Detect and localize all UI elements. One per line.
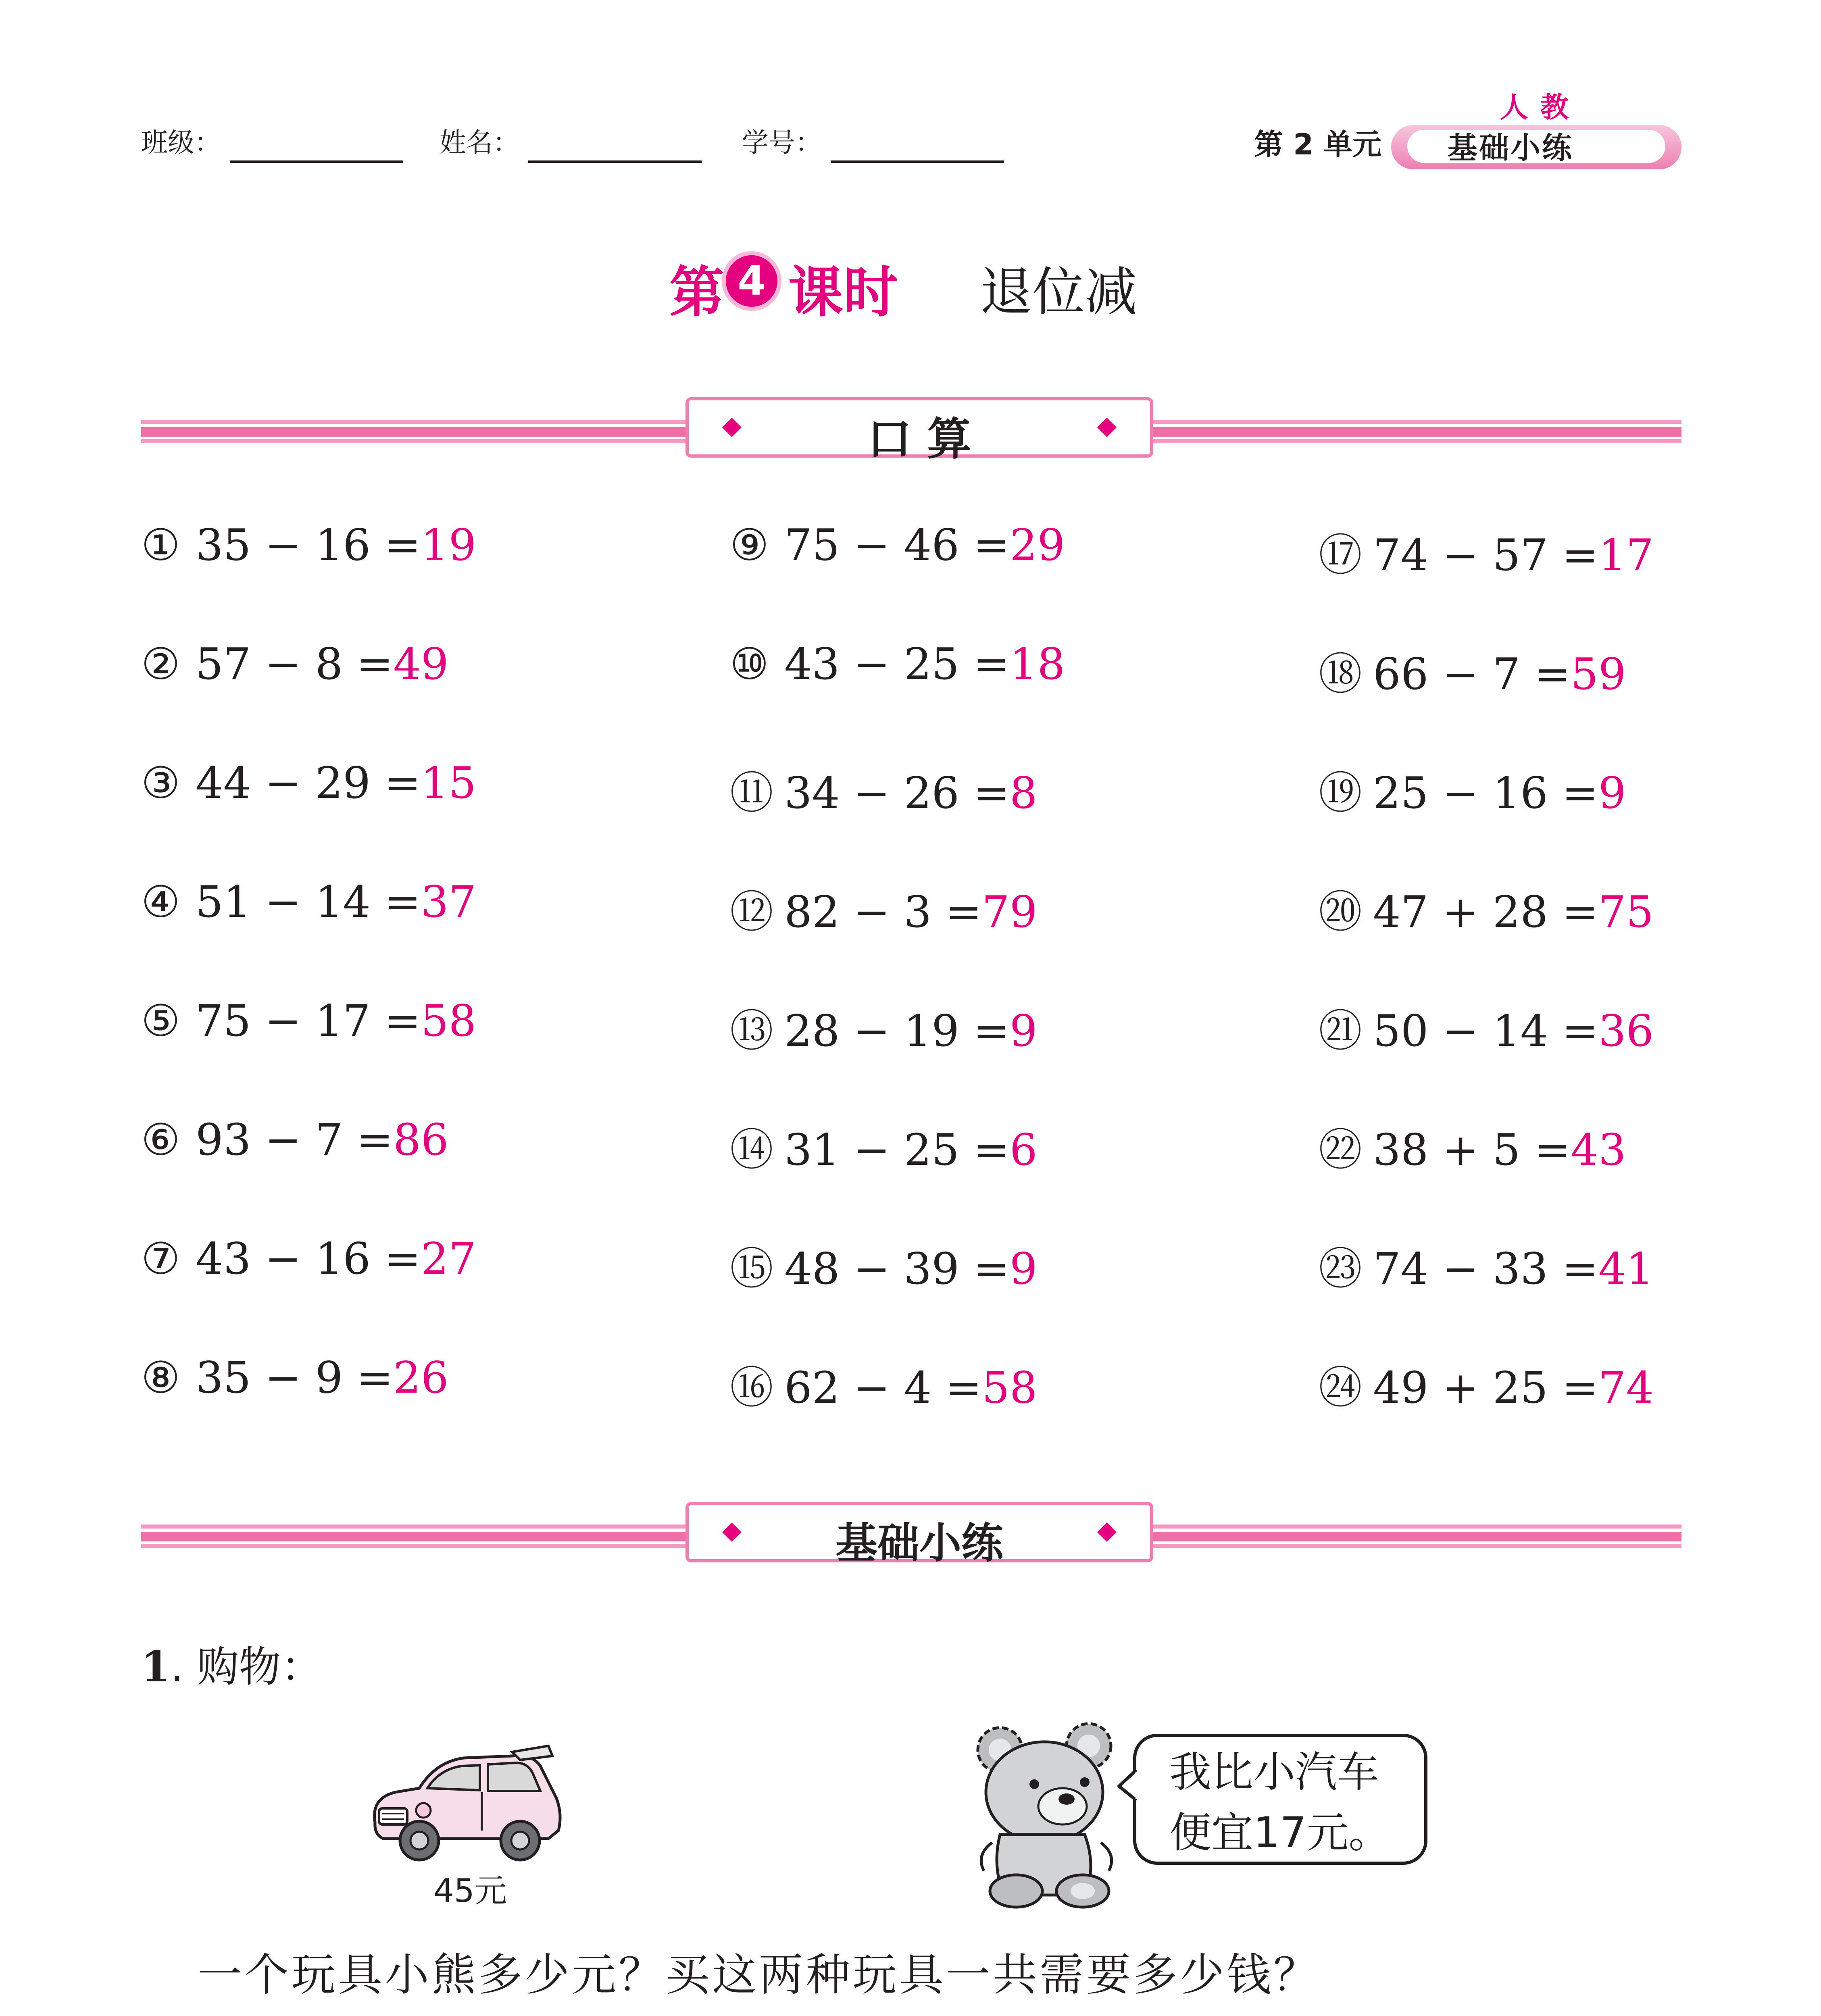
oral-answer: 18: [1009, 639, 1065, 689]
oral-item: ⑰ 74 − 57 =17: [1319, 530, 1654, 581]
oral-item: ⑪ 34 − 26 =8: [730, 768, 1038, 818]
number-label: 学号：: [742, 127, 822, 158]
lesson-prefix: 第: [669, 261, 724, 325]
oral-item: ⑭ 31 − 25 =6: [730, 1125, 1038, 1175]
oral-item: ⑮ 48 − 39 =9: [730, 1244, 1038, 1294]
oral-answer: 58: [982, 1363, 1038, 1413]
lesson-suffix: 课时: [788, 261, 898, 325]
oral-item: ④ 51 − 14 =37: [141, 877, 477, 927]
oral-item: ⑲ 25 − 16 =9: [1319, 768, 1626, 818]
oral-item: ⑤ 75 − 17 =58: [141, 996, 477, 1046]
oral-answer: 79: [982, 887, 1038, 937]
number-field[interactable]: [831, 160, 1004, 163]
oral-answer: 58: [421, 996, 477, 1046]
oral-item: ⑳ 47 + 28 =75: [1319, 887, 1654, 937]
oral-answer: 6: [1009, 1125, 1038, 1175]
oral-item: ⑧ 35 − 9 =26: [141, 1353, 449, 1403]
speech-bubble-tail: [1117, 1768, 1141, 1804]
class-field[interactable]: [230, 160, 403, 163]
car-price: 45元: [433, 1872, 507, 1910]
class-label: 班级：: [141, 127, 221, 158]
oral-answer: 8: [1009, 768, 1038, 818]
teddy-bear-icon: [968, 1722, 1121, 1911]
oral-answer: 9: [1009, 1006, 1038, 1056]
oral-answer: 59: [1571, 649, 1626, 700]
oral-item: ⑦ 43 − 16 =27: [141, 1234, 477, 1284]
oral-answer: 36: [1598, 1006, 1654, 1056]
question-text: 一个玩具小熊多少元？买这两种玩具一共需要多少钱？: [198, 1949, 1320, 2001]
oral-answer: 29: [1009, 520, 1065, 571]
oral-answer: 15: [421, 758, 477, 808]
oral-item: ㉔ 49 + 25 =74: [1319, 1363, 1654, 1413]
oral-item: ② 57 − 8 =49: [141, 639, 449, 689]
oral-answer: 86: [393, 1115, 449, 1165]
oral-item: ⑨ 75 − 46 =29: [730, 520, 1065, 571]
oral-item: ⑥ 93 − 7 =86: [141, 1115, 449, 1165]
oral-item: ⑫ 82 − 3 =79: [730, 887, 1038, 937]
oral-item: ③ 44 − 29 =15: [141, 758, 477, 808]
badge-edition: 人教: [1500, 91, 1581, 124]
name-label: 姓名：: [440, 127, 519, 158]
oral-item: ㉒ 38 + 5 =43: [1319, 1125, 1626, 1175]
oral-item: ⑱ 66 − 7 =59: [1319, 649, 1626, 700]
section-title-practice: 基础小练: [835, 1518, 1003, 1568]
bear-speech: 我比小汽车 便宜17元。: [1169, 1747, 1391, 1857]
oral-item: ⑯ 62 − 4 =58: [730, 1363, 1038, 1413]
lesson-number: 4: [726, 255, 777, 307]
unit-label: 第 2 单元: [1254, 127, 1382, 161]
oral-answer: 9: [1009, 1244, 1038, 1294]
oral-answer: 43: [1571, 1125, 1626, 1175]
section-title-oral: 口 算: [867, 413, 972, 465]
oral-answer: 49: [393, 639, 449, 689]
oral-answer: 74: [1598, 1363, 1654, 1413]
oral-answer: 41: [1598, 1244, 1654, 1294]
toy-car-icon: [359, 1738, 569, 1867]
oral-answer: 26: [393, 1353, 449, 1403]
oral-item: ⑬ 28 − 19 =9: [730, 1006, 1038, 1056]
oral-item: ⑩ 43 − 25 =18: [730, 639, 1065, 689]
oral-item: ① 35 − 16 =19: [141, 520, 477, 571]
oral-answer: 17: [1598, 530, 1654, 581]
question-title: 1. 购物：: [141, 1642, 323, 1691]
lesson-topic: 退位减: [980, 261, 1138, 323]
oral-answer: 37: [421, 877, 477, 927]
oral-item: ㉓ 74 − 33 =41: [1319, 1244, 1654, 1294]
oral-answer: 75: [1598, 887, 1654, 937]
section-header-oral: [685, 397, 1153, 465]
oral-answer: 19: [421, 520, 477, 571]
badge-title: 基础小练: [1448, 131, 1573, 165]
section-header-practice: [685, 1502, 1153, 1568]
name-field[interactable]: [528, 160, 702, 163]
oral-answer: 9: [1598, 768, 1626, 818]
oral-item: ㉑ 50 − 14 =36: [1319, 1006, 1654, 1056]
oral-answer: 27: [421, 1234, 477, 1284]
